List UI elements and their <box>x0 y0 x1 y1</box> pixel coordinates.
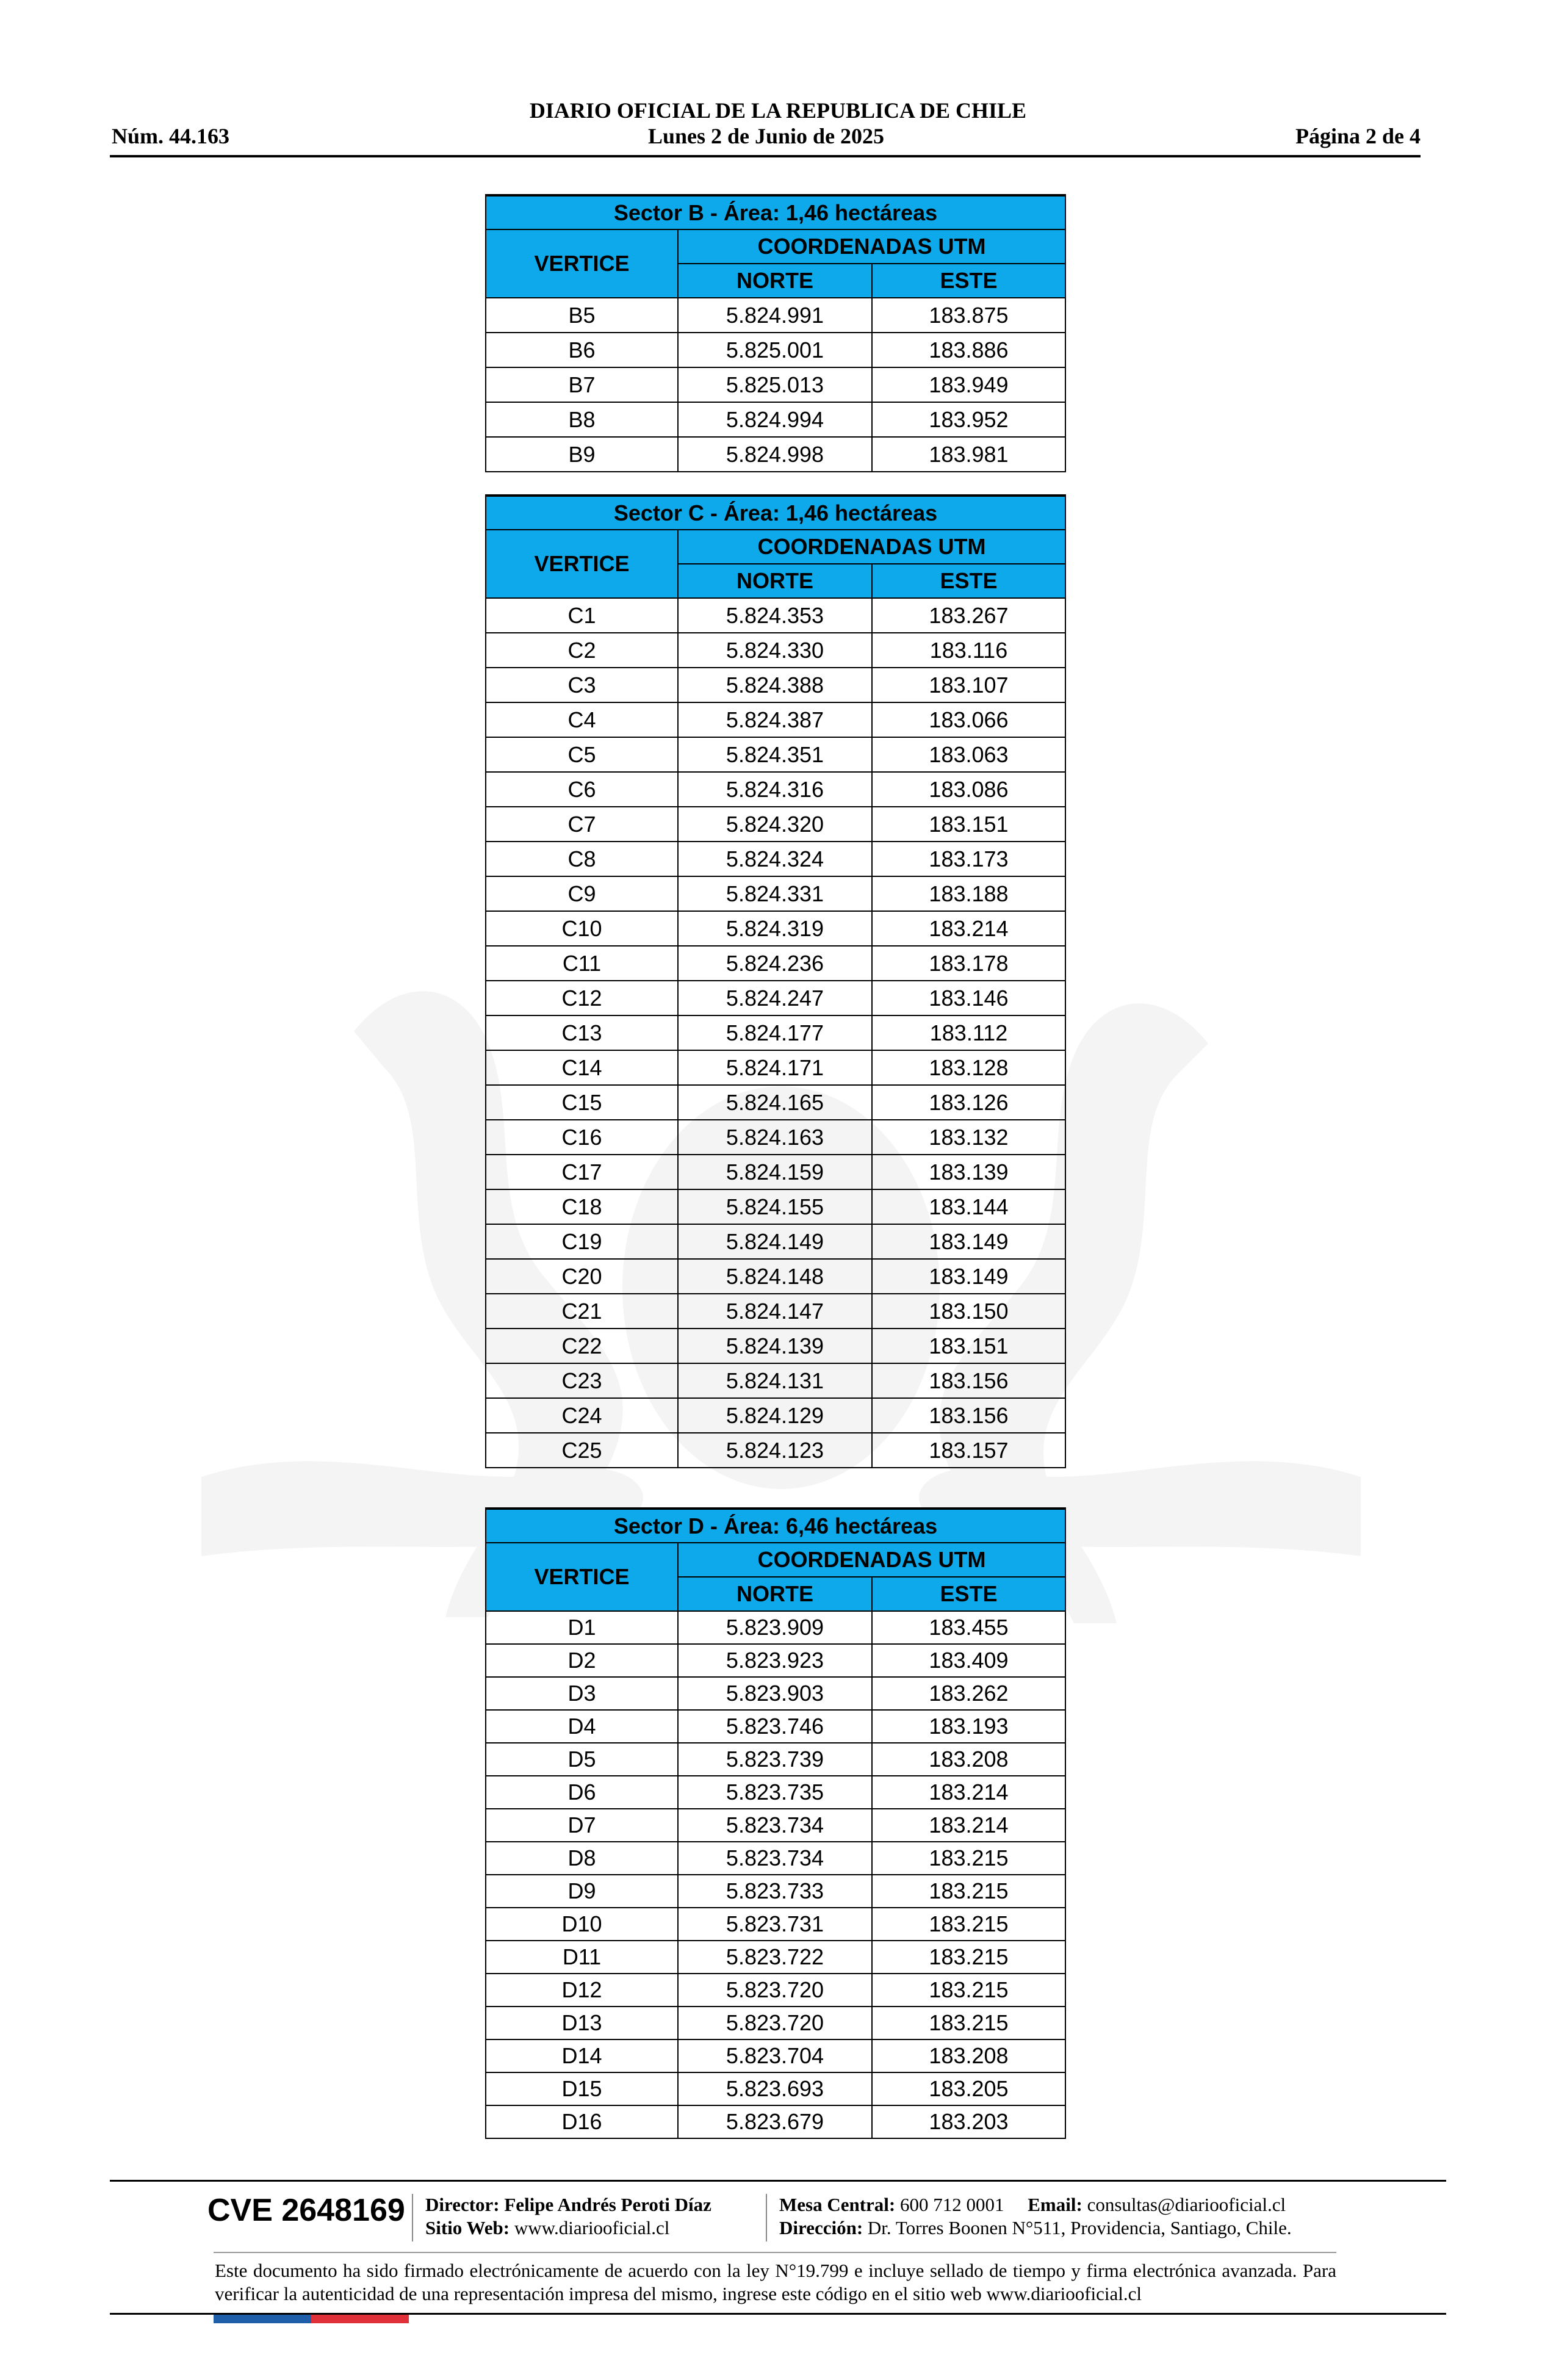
vertex-id: D2 <box>486 1644 678 1677</box>
sector-c-table <box>485 494 1066 1468</box>
vertex-id: D12 <box>486 1974 678 2007</box>
table-row <box>486 367 1065 402</box>
norte-value: 5.823.746 <box>678 1710 872 1743</box>
table-row <box>486 1809 1065 1842</box>
table-row <box>486 1329 1065 1363</box>
vertice-header: VERTICE <box>486 530 678 598</box>
footer-separator <box>412 2194 413 2241</box>
este-value: 183.214 <box>872 1809 1065 1842</box>
newspaper-title: DIARIO OFICIAL DE LA REPUBLICA DE CHILE <box>529 98 1027 123</box>
este-value: 183.178 <box>872 946 1065 981</box>
este-value: 183.157 <box>872 1433 1065 1468</box>
table-row <box>486 1085 1065 1120</box>
footer-divider-top <box>110 2180 1446 2182</box>
este-value: 183.886 <box>872 333 1065 367</box>
sector-b-table <box>485 194 1066 472</box>
norte-header: NORTE <box>678 564 872 598</box>
flag-stripe-red <box>311 2315 409 2323</box>
table-row <box>486 1644 1065 1677</box>
este-value: 183.144 <box>872 1189 1065 1224</box>
norte-value: 5.823.679 <box>678 2105 872 2138</box>
este-value: 183.173 <box>872 842 1065 876</box>
table-row <box>486 598 1065 633</box>
table-row <box>486 2007 1065 2039</box>
este-value: 183.193 <box>872 1710 1065 1743</box>
website-link[interactable]: www.diariooficial.cl <box>514 2217 670 2238</box>
norte-header: NORTE <box>678 264 872 298</box>
table-row <box>486 2039 1065 2072</box>
vertex-id: D5 <box>486 1743 678 1776</box>
vertex-id: C25 <box>486 1433 678 1468</box>
mesa-label: Mesa Central: <box>779 2194 896 2215</box>
este-value: 183.150 <box>872 1294 1065 1329</box>
norte-value: 5.824.236 <box>678 946 872 981</box>
vertex-id: D4 <box>486 1710 678 1743</box>
este-value: 183.063 <box>872 737 1065 772</box>
table-row <box>486 1015 1065 1050</box>
norte-value: 5.823.693 <box>678 2072 872 2105</box>
este-value: 183.215 <box>872 1941 1065 1974</box>
coords-header: COORDENADAS UTM <box>678 1543 1065 1577</box>
norte-value: 5.824.171 <box>678 1050 872 1085</box>
este-value: 183.875 <box>872 298 1065 333</box>
vertex-id: C17 <box>486 1155 678 1189</box>
norte-value: 5.823.722 <box>678 1941 872 1974</box>
norte-value: 5.824.165 <box>678 1085 872 1120</box>
este-value: 183.952 <box>872 402 1065 437</box>
este-value: 183.215 <box>872 2007 1065 2039</box>
director-name: Felipe Andrés Peroti Díaz <box>504 2194 711 2215</box>
vertex-id: C6 <box>486 772 678 807</box>
norte-value: 5.824.131 <box>678 1363 872 1398</box>
vertex-id: C14 <box>486 1050 678 1085</box>
este-value: 183.139 <box>872 1155 1065 1189</box>
vertex-id: D9 <box>486 1875 678 1908</box>
norte-value: 5.824.148 <box>678 1259 872 1294</box>
norte-value: 5.824.351 <box>678 737 872 772</box>
page-number: Página 2 de 4 <box>1295 124 1421 148</box>
vertex-id: C9 <box>486 876 678 911</box>
norte-value: 5.824.316 <box>678 772 872 807</box>
vertex-id: C12 <box>486 981 678 1015</box>
table-row <box>486 1259 1065 1294</box>
table-row <box>486 1224 1065 1259</box>
norte-value: 5.824.331 <box>678 876 872 911</box>
norte-value: 5.824.994 <box>678 402 872 437</box>
flag-stripe-blue <box>214 2315 311 2323</box>
vertex-id: C20 <box>486 1259 678 1294</box>
norte-value: 5.824.388 <box>678 668 872 702</box>
norte-value: 5.824.129 <box>678 1398 872 1433</box>
vertex-id: D7 <box>486 1809 678 1842</box>
vertex-id: D15 <box>486 2072 678 2105</box>
este-value: 183.156 <box>872 1398 1065 1433</box>
norte-value: 5.823.733 <box>678 1875 872 1908</box>
table-row <box>486 298 1065 333</box>
este-value: 183.215 <box>872 1974 1065 2007</box>
norte-value: 5.823.731 <box>678 1908 872 1941</box>
norte-value: 5.824.387 <box>678 702 872 737</box>
este-value: 183.149 <box>872 1224 1065 1259</box>
norte-value: 5.825.013 <box>678 367 872 402</box>
header-divider <box>110 155 1421 157</box>
email-label: Email: <box>1028 2194 1082 2215</box>
table-row <box>486 946 1065 981</box>
email-link[interactable]: consultas@diariooficial.cl <box>1087 2194 1286 2215</box>
este-value: 183.146 <box>872 981 1065 1015</box>
norte-value: 5.823.734 <box>678 1809 872 1842</box>
table-row <box>486 1974 1065 2007</box>
norte-value: 5.823.720 <box>678 1974 872 2007</box>
table-row <box>486 668 1065 702</box>
norte-value: 5.823.903 <box>678 1677 872 1710</box>
table-row <box>486 1433 1065 1468</box>
este-value: 183.151 <box>872 1329 1065 1363</box>
table-row <box>486 911 1065 946</box>
este-value: 183.203 <box>872 2105 1065 2138</box>
este-value: 183.215 <box>872 1842 1065 1875</box>
norte-value: 5.824.163 <box>678 1120 872 1155</box>
este-value: 183.208 <box>872 1743 1065 1776</box>
vertex-id: C15 <box>486 1085 678 1120</box>
cve-code: CVE 2648169 <box>207 2193 405 2228</box>
table-row <box>486 333 1065 367</box>
table-row <box>486 1875 1065 1908</box>
sector-title: Sector D - Área: 6,46 hectáreas <box>486 1509 1065 1543</box>
table-row <box>486 876 1065 911</box>
table-row <box>486 772 1065 807</box>
este-value: 183.156 <box>872 1363 1065 1398</box>
este-value: 183.215 <box>872 1908 1065 1941</box>
legal-divider <box>214 2252 1336 2253</box>
table-row <box>486 402 1065 437</box>
sector-d-table <box>485 1507 1066 2139</box>
norte-value: 5.824.139 <box>678 1329 872 1363</box>
table-row <box>486 1398 1065 1433</box>
este-value: 183.949 <box>872 367 1065 402</box>
table-row <box>486 737 1065 772</box>
director-label: Director: <box>425 2194 500 2215</box>
este-value: 183.267 <box>872 598 1065 633</box>
vertex-id: B9 <box>486 437 678 472</box>
table-row <box>486 1155 1065 1189</box>
vertice-header: VERTICE <box>486 229 678 298</box>
vertex-id: D16 <box>486 2105 678 2138</box>
table-row <box>486 807 1065 842</box>
este-header: ESTE <box>872 264 1065 298</box>
table-row <box>486 1677 1065 1710</box>
norte-value: 5.824.324 <box>678 842 872 876</box>
table-row <box>486 1189 1065 1224</box>
norte-value: 5.823.923 <box>678 1644 872 1677</box>
table-row <box>486 633 1065 668</box>
vertex-id: C18 <box>486 1189 678 1224</box>
vertex-id: C11 <box>486 946 678 981</box>
coords-header: COORDENADAS UTM <box>678 530 1065 564</box>
table-row <box>486 1050 1065 1085</box>
vertex-id: C1 <box>486 598 678 633</box>
este-value: 183.151 <box>872 807 1065 842</box>
este-value: 183.066 <box>872 702 1065 737</box>
table-row <box>486 702 1065 737</box>
address-text: Dr. Torres Boonen N°511, Providencia, Santiago, Chile. <box>867 2217 1292 2238</box>
norte-value: 5.824.320 <box>678 807 872 842</box>
vertex-id: D3 <box>486 1677 678 1710</box>
este-value: 183.086 <box>872 772 1065 807</box>
norte-value: 5.823.735 <box>678 1776 872 1809</box>
table-row <box>486 842 1065 876</box>
vertex-id: D11 <box>486 1941 678 1974</box>
table-row <box>486 1842 1065 1875</box>
table-row <box>486 2072 1065 2105</box>
vertex-id: D13 <box>486 2007 678 2039</box>
coords-header: COORDENADAS UTM <box>678 229 1065 264</box>
table-row <box>486 2105 1065 2138</box>
este-value: 183.981 <box>872 437 1065 472</box>
norte-value: 5.824.159 <box>678 1155 872 1189</box>
este-value: 183.188 <box>872 876 1065 911</box>
vertex-id: C5 <box>486 737 678 772</box>
sector-title: Sector B - Área: 1,46 hectáreas <box>486 195 1065 229</box>
vertex-id: B7 <box>486 367 678 402</box>
table-row <box>486 1294 1065 1329</box>
table-row <box>486 1363 1065 1398</box>
vertex-id: D1 <box>486 1611 678 1644</box>
vertex-id: C22 <box>486 1329 678 1363</box>
footer-director-block <box>425 2193 711 2240</box>
norte-value: 5.823.734 <box>678 1842 872 1875</box>
table-row <box>486 1743 1065 1776</box>
table-row <box>486 1611 1065 1644</box>
header-row <box>112 123 1421 153</box>
este-value: 183.215 <box>872 1875 1065 1908</box>
norte-value: 5.825.001 <box>678 333 872 367</box>
este-value: 183.126 <box>872 1085 1065 1120</box>
norte-header: NORTE <box>678 1577 872 1611</box>
vertex-id: C16 <box>486 1120 678 1155</box>
norte-value: 5.824.330 <box>678 633 872 668</box>
este-value: 183.107 <box>872 668 1065 702</box>
norte-value: 5.823.720 <box>678 2007 872 2039</box>
norte-value: 5.824.149 <box>678 1224 872 1259</box>
mesa-phone: 600 712 0001 <box>900 2194 1004 2215</box>
norte-value: 5.823.739 <box>678 1743 872 1776</box>
norte-value: 5.824.123 <box>678 1433 872 1468</box>
este-value: 183.128 <box>872 1050 1065 1085</box>
vertex-id: D14 <box>486 2039 678 2072</box>
table-row <box>486 1776 1065 1809</box>
norte-value: 5.823.909 <box>678 1611 872 1644</box>
este-value: 183.262 <box>872 1677 1065 1710</box>
este-value: 183.214 <box>872 911 1065 946</box>
legal-notice: Este documento ha sido firmado electrónicamente de acuerdo con la ley N°19.799 e incluye sellado de tiempo y firma electrónica avanzada. Para verificar la autenticidad de una representación impresa del mismo, ingrese este código en el sitio web www.diariooficial.cl <box>215 2260 1336 2304</box>
sector-title: Sector C - Área: 1,46 hectáreas <box>486 496 1065 530</box>
vertex-id: B8 <box>486 402 678 437</box>
vertex-id: C24 <box>486 1398 678 1433</box>
vertex-id: C7 <box>486 807 678 842</box>
web-label: Sitio Web: <box>425 2217 510 2238</box>
este-header: ESTE <box>872 564 1065 598</box>
norte-value: 5.824.247 <box>678 981 872 1015</box>
table-row <box>486 1120 1065 1155</box>
este-value: 183.208 <box>872 2039 1065 2072</box>
este-value: 183.149 <box>872 1259 1065 1294</box>
table-row <box>486 1710 1065 1743</box>
vertex-id: D10 <box>486 1908 678 1941</box>
este-value: 183.132 <box>872 1120 1065 1155</box>
vertex-id: C10 <box>486 911 678 946</box>
table-row <box>486 1941 1065 1974</box>
issue-date: Lunes 2 de Junio de 2025 <box>647 124 885 148</box>
table-row <box>486 437 1065 472</box>
este-value: 183.112 <box>872 1015 1065 1050</box>
vertex-id: C2 <box>486 633 678 668</box>
vertex-id: D8 <box>486 1842 678 1875</box>
vertex-id: C21 <box>486 1294 678 1329</box>
este-value: 183.116 <box>872 633 1065 668</box>
issue-number: Núm. 44.163 <box>112 124 230 148</box>
footer-separator <box>766 2194 767 2241</box>
vertex-id: B5 <box>486 298 678 333</box>
vertex-id: C13 <box>486 1015 678 1050</box>
norte-value: 5.823.704 <box>678 2039 872 2072</box>
norte-value: 5.824.991 <box>678 298 872 333</box>
vertex-id: C23 <box>486 1363 678 1398</box>
norte-value: 5.824.319 <box>678 911 872 946</box>
este-value: 183.409 <box>872 1644 1065 1677</box>
vertice-header: VERTICE <box>486 1543 678 1611</box>
table-row <box>486 1908 1065 1941</box>
norte-value: 5.824.147 <box>678 1294 872 1329</box>
vertex-id: C4 <box>486 702 678 737</box>
este-value: 183.214 <box>872 1776 1065 1809</box>
este-value: 183.205 <box>872 2072 1065 2105</box>
vertex-id: B6 <box>486 333 678 367</box>
norte-value: 5.824.998 <box>678 437 872 472</box>
vertex-id: C19 <box>486 1224 678 1259</box>
norte-value: 5.824.177 <box>678 1015 872 1050</box>
norte-value: 5.824.155 <box>678 1189 872 1224</box>
este-header: ESTE <box>872 1577 1065 1611</box>
table-row <box>486 981 1065 1015</box>
vertex-id: D6 <box>486 1776 678 1809</box>
address-label: Dirección: <box>779 2217 863 2238</box>
vertex-id: C8 <box>486 842 678 876</box>
este-value: 183.455 <box>872 1611 1065 1644</box>
footer-contact-block <box>779 2193 1292 2240</box>
vertex-id: C3 <box>486 668 678 702</box>
norte-value: 5.824.353 <box>678 598 872 633</box>
